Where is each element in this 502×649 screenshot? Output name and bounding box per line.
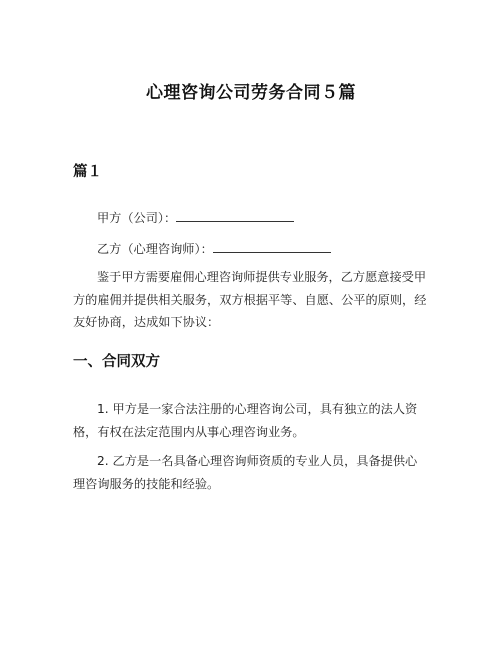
party-b-label: 乙方（心理咨询师）： xyxy=(97,242,213,256)
party-b-blank xyxy=(213,240,331,253)
document-title: 心理咨询公司劳务合同５篇 xyxy=(146,83,356,103)
clause-1: 1. 甲方是一家合法注册的心理咨询公司，具有独立的法人资格，有权在法定范围内从事心理咨询业务。 xyxy=(73,402,418,439)
party-a-blank xyxy=(176,209,294,222)
party-b-line xyxy=(97,240,331,257)
party-a-label: 甲方（公司）： xyxy=(97,211,177,225)
section-heading: 一、合同双方 xyxy=(73,354,160,370)
party-a-line xyxy=(97,209,294,226)
clause-2: 2. 乙方是一名具备心理咨询师资质的专业人员，具备提供心理咨询服务的技能和经验。 xyxy=(73,454,418,491)
intro-paragraph: 鉴于甲方需要雇佣心理咨询师提供专业服务，乙方愿意接受甲方的雇佣并提供相关服务，双方根据平等、自愿、公平的原则，经友好协商，达成如下协议： xyxy=(73,270,427,329)
part-heading: 篇１ xyxy=(73,164,102,180)
